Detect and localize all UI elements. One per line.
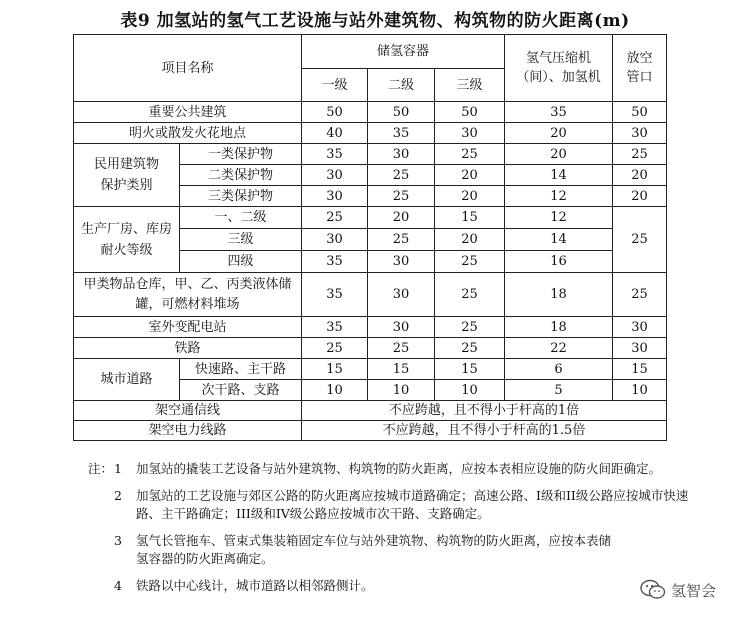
cell-value: 20 [435, 186, 505, 207]
row-label: 明火或散发火花地点 [74, 123, 302, 144]
cell-value: 20 [613, 165, 667, 186]
cell-value: 22 [505, 338, 613, 359]
cell-value: 25 [435, 317, 505, 338]
row-label: 四级 [180, 251, 302, 273]
cell-value: 30 [613, 317, 667, 338]
row-label: 甲类物品仓库，甲、乙、丙类液体储罐，可燃材料堆场 [74, 273, 302, 317]
cell-value: 10 [435, 380, 505, 401]
merged-cell: 不应跨越，且不得小于杆高的1.5倍 [302, 421, 667, 441]
cell-value: 25 [613, 144, 667, 165]
cell-value: 30 [435, 123, 505, 144]
row-label: 二类保护物 [180, 165, 302, 186]
cell-value: 10 [613, 380, 667, 401]
cell-value: 30 [302, 186, 368, 207]
row-label: 室外变配电站 [74, 317, 302, 338]
note-text: 氢气长管拖车、管束式集装箱固定车位与站外建筑物、构筑物的防火距离，应按本表储氢容器的防火距离确定。 [136, 533, 612, 566]
group-label: 城市道路 [74, 359, 180, 401]
cell-value: 15 [302, 359, 368, 380]
cell-value: 30 [368, 144, 435, 165]
cell-value: 5 [505, 380, 613, 401]
watermark-text: 氢智会 [671, 581, 717, 600]
row-label: 一、二级 [180, 207, 302, 229]
cell-value: 6 [505, 359, 613, 380]
cell-value: 30 [368, 251, 435, 273]
header-level-3: 三级 [435, 69, 505, 102]
cell-value: 25 [613, 207, 667, 273]
cell-value: 35 [302, 273, 368, 317]
cell-value: 35 [302, 251, 368, 273]
notes-label: 注： [88, 461, 114, 476]
cell-value: 35 [505, 102, 613, 123]
cell-value: 25 [302, 207, 368, 229]
row-label: 三类保护物 [180, 186, 302, 207]
cell-value: 18 [505, 273, 613, 317]
cell-value: 20 [505, 123, 613, 144]
cell-value: 20 [435, 229, 505, 251]
table-title: 表9 加氢站的氢气工艺设施与站外建筑物、构筑物的防火距离(m) [120, 11, 630, 31]
cell-value: 25 [368, 229, 435, 251]
group-label: 民用建筑物保护类别 [74, 144, 180, 207]
cell-value: 25 [613, 273, 667, 317]
note-item [88, 532, 698, 568]
cell-value: 15 [613, 359, 667, 380]
row-label: 架空电力线路 [74, 421, 302, 441]
note-number: 1 [114, 461, 122, 476]
cell-value: 16 [505, 251, 613, 273]
group-label: 生产厂房、库房耐火等级 [74, 207, 180, 273]
cell-value: 25 [435, 251, 505, 273]
cell-value: 12 [505, 186, 613, 207]
cell-value: 25 [435, 144, 505, 165]
wechat-icon [640, 579, 666, 601]
cell-value: 20 [435, 165, 505, 186]
cell-value: 10 [368, 380, 435, 401]
cell-value: 50 [613, 102, 667, 123]
header-level-1: 一级 [302, 69, 368, 102]
cell-value: 15 [435, 207, 505, 229]
note-item [88, 460, 698, 478]
cell-value: 10 [302, 380, 368, 401]
notes [88, 460, 698, 604]
cell-value: 15 [435, 359, 505, 380]
cell-value: 50 [302, 102, 368, 123]
note-number: 2 [114, 488, 122, 503]
cell-value: 15 [368, 359, 435, 380]
note-text: 加氢站的撬装工艺设备与站外建筑物、构筑物的防火距离，应按本表相应设施的防火间距确定。 [136, 461, 662, 476]
cell-value: 18 [505, 317, 613, 338]
cell-value: 20 [505, 144, 613, 165]
cell-value: 25 [368, 186, 435, 207]
cell-value: 25 [435, 273, 505, 317]
cell-value: 25 [368, 338, 435, 359]
cell-value: 35 [368, 123, 435, 144]
cell-value: 30 [368, 317, 435, 338]
note-text: 铁路以中心线计，城市道路以相邻路侧计。 [136, 578, 374, 593]
note-number: 3 [114, 533, 122, 548]
fire-distance-table [73, 34, 667, 441]
cell-value: 30 [302, 165, 368, 186]
cell-value: 20 [368, 207, 435, 229]
row-label: 快速路、主干路 [180, 359, 302, 380]
header-item-name: 项目名称 [74, 35, 302, 102]
note-text: 加氢站的工艺设施与郊区公路的防火距离应按城市道路确定；高速公路、I级和II级公路应按城市快速路、主干路确定；III级和IV级公路应按城市次干路、支路确定。 [136, 488, 689, 521]
header-vent: 放空管口 [613, 35, 667, 102]
cell-value: 25 [302, 338, 368, 359]
cell-value: 30 [613, 123, 667, 144]
cell-value: 40 [302, 123, 368, 144]
cell-value: 50 [368, 102, 435, 123]
note-item [88, 577, 698, 595]
cell-value: 30 [613, 338, 667, 359]
row-label: 重要公共建筑 [74, 102, 302, 123]
cell-value: 25 [368, 165, 435, 186]
cell-value: 30 [368, 273, 435, 317]
cell-value: 14 [505, 165, 613, 186]
cell-value: 14 [505, 229, 613, 251]
cell-value: 20 [613, 186, 667, 207]
cell-value: 12 [505, 207, 613, 229]
cell-value: 35 [302, 317, 368, 338]
row-label: 三级 [180, 229, 302, 251]
merged-cell: 不应跨越，且不得小于杆高的1倍 [302, 401, 667, 421]
note-item [88, 487, 698, 523]
cell-value: 35 [302, 144, 368, 165]
header-compressor: 氢气压缩机（间）、加氢机 [505, 35, 613, 102]
cell-value: 50 [435, 102, 505, 123]
row-label: 一类保护物 [180, 144, 302, 165]
note-number: 4 [114, 578, 122, 593]
header-storage: 储氢容器 [302, 35, 505, 69]
row-label: 架空通信线 [74, 401, 302, 421]
header-level-2: 二级 [368, 69, 435, 102]
cell-value: 25 [435, 338, 505, 359]
row-label: 铁路 [74, 338, 302, 359]
watermark [640, 579, 716, 601]
cell-value: 30 [302, 229, 368, 251]
row-label: 次干路、支路 [180, 380, 302, 401]
